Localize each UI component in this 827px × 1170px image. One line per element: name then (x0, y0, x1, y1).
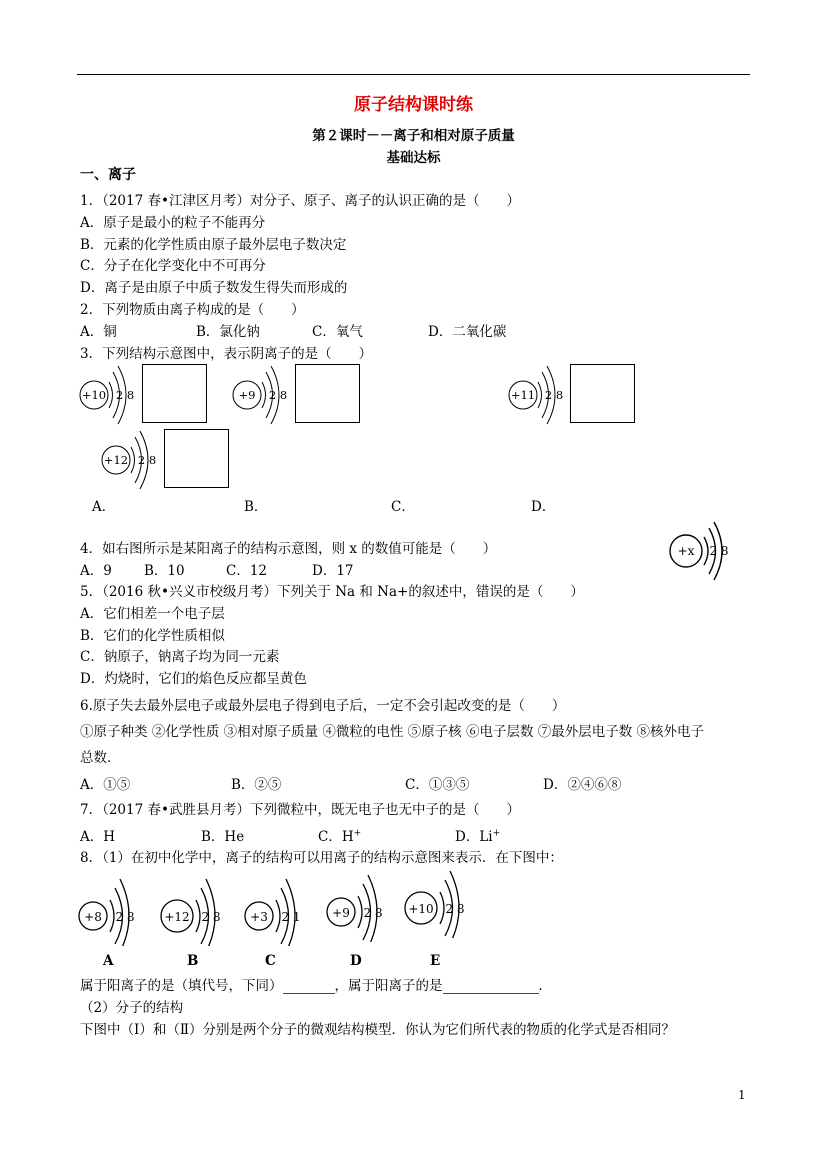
q8-ion-diagram-e (402, 868, 474, 938)
q3-ion-diagram-2 (229, 364, 299, 426)
q8-ion-diagram-c (242, 876, 312, 946)
q2-option-c: C．氧气 (312, 324, 363, 340)
q3-answer-box-2 (295, 364, 360, 423)
q7-option-c: C．H+ (318, 828, 362, 845)
q8-d-nucleus: +9 (332, 906, 350, 920)
q8-label-e: E (430, 953, 441, 969)
q3-answer-box-4 (164, 429, 229, 488)
q8-c-nucleus: +3 (250, 910, 268, 924)
q6-option-d: D．②④⑥⑧ (543, 777, 622, 793)
q3-d3-shells: 2 8 (544, 388, 564, 402)
q8-e-shells: 2 8 (445, 902, 465, 916)
q5-option-b: B．它们的化学性质相似 (80, 628, 225, 644)
q3-d3-nucleus: +11 (510, 388, 536, 402)
q3-d1-shells: 2 8 (115, 388, 135, 402)
q7-option-d: D．Li+ (455, 828, 501, 845)
q3-option-a: A． (92, 499, 116, 515)
q3-d4-shells: 2 8 (137, 453, 157, 467)
q3-ion-diagram-3 (505, 364, 575, 426)
q1-option-a: A．原子是最小的粒子不能再分 (80, 215, 266, 231)
q4-option-a: A．9 (80, 563, 112, 579)
section-heading: 一、离子 (80, 167, 136, 183)
q1-option-b: B．元素的化学性质由原子最外层电子数决定 (80, 237, 347, 253)
q6-option-b: B．②⑤ (231, 777, 282, 793)
q4-nucleus: +x (677, 544, 695, 558)
q3-d1-nucleus: +10 (81, 388, 107, 402)
q3-answer-box-1 (142, 364, 207, 423)
q8-c-shells: 2 1 (281, 910, 301, 924)
q6-option-c: C．①③⑤ (405, 777, 470, 793)
q7-option-a: A．H (80, 829, 116, 845)
q8-answer-blank-1[interactable] (283, 979, 335, 994)
q5-stem: 5．（2016 秋•兴义市校级月考）下列关于 Na 和 Na+的叙述中，错误的是（ ） (80, 584, 584, 600)
page-title: 原子结构课时练 (354, 95, 473, 115)
q3-d2-shells: 2 8 (268, 388, 288, 402)
q2-stem: 2．下列物质由离子构成的是（ ） (80, 302, 305, 318)
header-rule (77, 74, 750, 75)
q8-sub2-text: 下图中（Ⅰ）和（Ⅱ）分别是两个分子的微观结构模型．你认为它们所代表的物质的化学式是否相同？ (80, 1022, 676, 1038)
q4-stem: 4．如右图所示是某阳离子的结构示意图，则 x 的数值可能是（ ） (80, 541, 497, 557)
q3-option-b: B． (244, 499, 268, 515)
level-title: 基础达标 (386, 150, 441, 166)
q8-ion-diagram-a (76, 876, 146, 946)
q1-option-c: C．分子在化学变化中不可再分 (80, 258, 266, 274)
q2-option-b: B．氯化钠 (196, 324, 260, 340)
q3-answer-box-3 (570, 364, 635, 423)
q8-a-shells: 2 8 (115, 910, 135, 924)
q2-option-d: D．二氧化碳 (428, 324, 507, 340)
q8-b-nucleus: +12 (164, 910, 190, 924)
q3-stem: 3．下列结构示意图中，表示阴离子的是（ ） (80, 346, 373, 362)
q5-option-d: D．灼烧时，它们的焰色反应都呈黄色 (80, 671, 307, 687)
q6-items-line1: ①原子种类 ②化学性质 ③相对原子质量 ④微粒的电性 ⑤原子核 ⑥电子层数 ⑦最外层电子数 ⑧核外电子 (80, 724, 705, 740)
lesson-title: 第２课时－－离子和相对原子质量 (312, 128, 515, 144)
q8-label-b: B (187, 953, 199, 969)
q8-a-nucleus: +8 (84, 910, 102, 924)
q8-label-a: A (103, 953, 114, 969)
q3-option-d: D． (531, 499, 556, 515)
q3-ion-diagram-4 (98, 429, 168, 491)
q4-option-d: D．17 (312, 563, 354, 579)
q4-ion-diagram (666, 520, 746, 582)
q6-stem: 6.原子失去最外层电子或最外层电子得到电子后，一定不会引起改变的是（ ） (80, 698, 566, 714)
q8-b-shells: 2 8 (201, 910, 221, 924)
q7-stem: 7．（2017 春•武胜县月考）下列微粒中，既无电子也无中子的是（ ） (80, 802, 520, 818)
q8-d-shells: 2 8 (363, 906, 383, 920)
q8-fill-line: 属于阳离子的是（填代号，下同） ，属于阳离子的是 ． (80, 978, 552, 994)
q8-label-c: C (265, 953, 276, 969)
q4-option-c: C．12 (226, 563, 268, 579)
q4-option-b: B．10 (144, 563, 185, 579)
q8-answer-blank-2[interactable] (443, 979, 539, 994)
q8-sub2-heading: （2）分子的结构 (80, 1000, 184, 1016)
q8-ion-diagram-b (158, 876, 230, 946)
q8-e-nucleus: +10 (408, 902, 434, 916)
q3-d2-nucleus: +9 (238, 388, 256, 402)
q5-option-c: C．钠原子，钠离子均为同一元素 (80, 649, 280, 665)
q8-label-d: D (350, 953, 362, 969)
q1-stem: 1．（2017 春•江津区月考）对分子、原子、离子的认识正确的是（ ） (80, 193, 520, 209)
q1-option-d: D．离子是由原子中质子数发生得失而形成的 (80, 280, 348, 296)
q4-shells: 2 8 (709, 544, 729, 558)
q3-option-c: C． (391, 499, 415, 515)
q8-stem: 8．（1）在初中化学中，离子的结构可以用离子的结构示意图来表示．在下图中： (80, 850, 563, 866)
q2-option-a: A．铜 (80, 324, 117, 340)
q6-items-line2: 总数． (80, 750, 121, 766)
q3-d4-nucleus: +12 (103, 453, 129, 467)
q7-option-b: B．He (201, 829, 245, 845)
q3-ion-diagram-1 (76, 364, 146, 426)
q8-ion-diagram-d (324, 872, 394, 942)
page-number: 1 (738, 1088, 746, 1102)
q6-option-a: A．①⑤ (80, 777, 131, 793)
q5-option-a: A．它们相差一个电子层 (80, 606, 225, 622)
